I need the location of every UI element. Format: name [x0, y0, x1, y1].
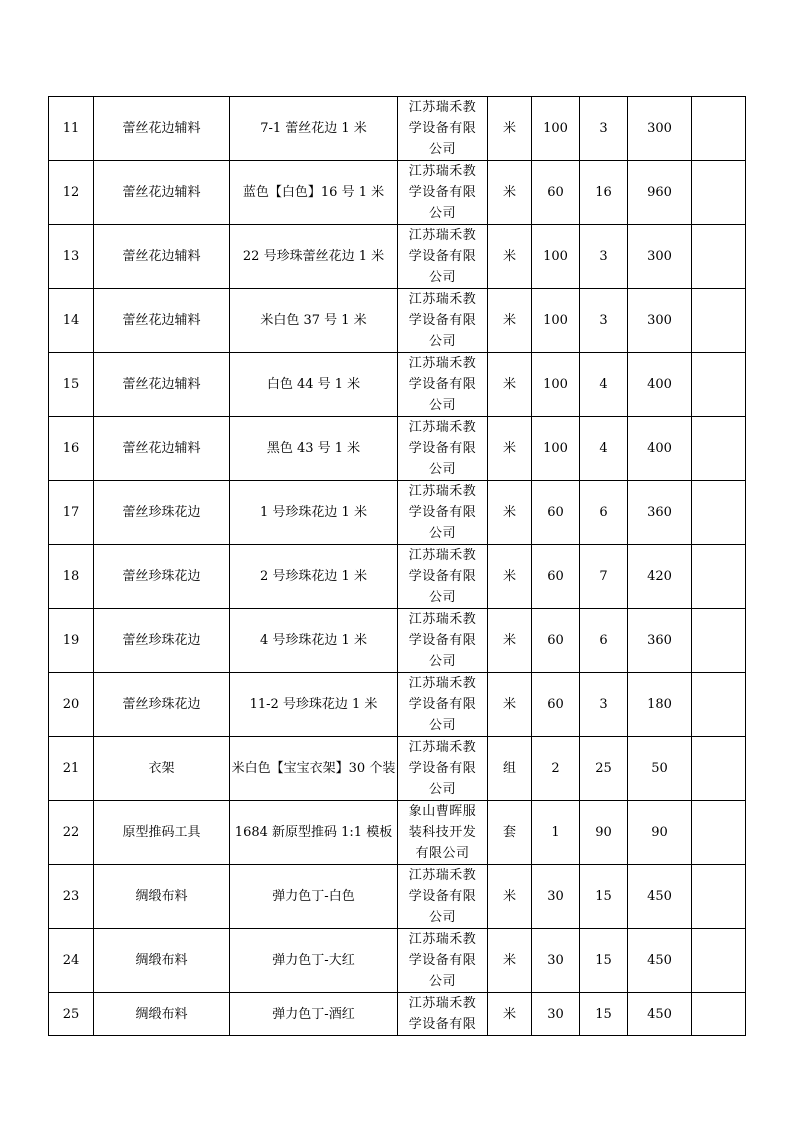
supplier-line: 公司 [428, 718, 456, 733]
supplier-line: 学设备有限 [408, 633, 477, 648]
cell-row-number: 19 [49, 609, 94, 673]
supplier-line: 学设备有限 [408, 761, 477, 776]
supplier-line: 象山曹晖服 [408, 804, 477, 819]
cell-item-name: 原型推码工具 [94, 801, 230, 865]
cell-specification: 弹力色丁-酒红 [230, 993, 398, 1036]
supplier-line: 公司 [428, 654, 456, 669]
supplier-line: 江苏瑞禾教 [408, 420, 477, 435]
cell-amount: 450 [628, 929, 692, 993]
cell-remark [692, 801, 746, 865]
cell-remark [692, 673, 746, 737]
cell-item-name: 蕾丝珍珠花边 [94, 673, 230, 737]
cell-item-name: 衣架 [94, 737, 230, 801]
supplier-line: 公司 [428, 142, 456, 157]
cell-row-number: 24 [49, 929, 94, 993]
cell-remark [692, 353, 746, 417]
table-row [49, 289, 746, 353]
supplier-line: 公司 [428, 334, 456, 349]
cell-amount: 300 [628, 289, 692, 353]
cell-unit-price: 30 [532, 929, 580, 993]
cell-row-number: 21 [49, 737, 94, 801]
cell-quantity: 15 [580, 929, 628, 993]
cell-quantity: 90 [580, 801, 628, 865]
cell-quantity: 3 [580, 673, 628, 737]
cell-item-name: 蕾丝花边辅料 [94, 225, 230, 289]
supplier-line: 江苏瑞禾教 [408, 292, 477, 307]
cell-supplier [398, 481, 488, 545]
cell-specification: 黑色 43 号 1 米 [230, 417, 398, 481]
cell-remark [692, 993, 746, 1036]
cell-supplier [398, 865, 488, 929]
cell-unit-price: 2 [532, 737, 580, 801]
cell-specification: 22 号珍珠蕾丝花边 1 米 [230, 225, 398, 289]
cell-unit: 套 [488, 801, 532, 865]
cell-item-name: 蕾丝花边辅料 [94, 161, 230, 225]
cell-unit: 米 [488, 673, 532, 737]
cell-specification: 米白色【宝宝衣架】30 个装 [230, 737, 398, 801]
table-row [49, 481, 746, 545]
table-row [49, 609, 746, 673]
supplier-line: 公司 [428, 974, 456, 989]
supplier-line: 公司 [428, 462, 456, 477]
cell-specification: 1 号珍珠花边 1 米 [230, 481, 398, 545]
table-row [49, 993, 746, 1036]
table-row [49, 161, 746, 225]
supplier-line: 有限公司 [415, 846, 470, 861]
cell-unit: 米 [488, 609, 532, 673]
table-row [49, 225, 746, 289]
supplier-line: 公司 [428, 782, 456, 797]
cell-unit-price: 30 [532, 993, 580, 1036]
supplier-line: 江苏瑞禾教 [408, 164, 477, 179]
cell-supplier [398, 801, 488, 865]
cell-unit-price: 60 [532, 481, 580, 545]
cell-supplier [398, 353, 488, 417]
table-row [49, 417, 746, 481]
cell-remark [692, 865, 746, 929]
cell-unit-price: 60 [532, 545, 580, 609]
cell-supplier [398, 737, 488, 801]
cell-unit: 米 [488, 865, 532, 929]
cell-remark [692, 289, 746, 353]
supplier-line: 公司 [428, 398, 456, 413]
cell-supplier [398, 929, 488, 993]
cell-item-name: 绸缎布料 [94, 865, 230, 929]
cell-unit-price: 100 [532, 353, 580, 417]
table-row [49, 545, 746, 609]
cell-amount: 400 [628, 417, 692, 481]
cell-supplier [398, 289, 488, 353]
cell-quantity: 6 [580, 481, 628, 545]
cell-item-name: 蕾丝花边辅料 [94, 289, 230, 353]
cell-quantity: 15 [580, 993, 628, 1036]
cell-unit-price: 30 [532, 865, 580, 929]
cell-row-number: 18 [49, 545, 94, 609]
cell-unit-price: 100 [532, 417, 580, 481]
cell-quantity: 7 [580, 545, 628, 609]
cell-amount: 360 [628, 609, 692, 673]
cell-unit-price: 100 [532, 97, 580, 161]
cell-amount: 450 [628, 865, 692, 929]
cell-remark [692, 161, 746, 225]
cell-row-number: 17 [49, 481, 94, 545]
cell-amount: 420 [628, 545, 692, 609]
cell-unit: 米 [488, 97, 532, 161]
supplier-line: 学设备有限 [408, 441, 477, 456]
supplier-line: 学设备有限 [408, 1017, 477, 1032]
cell-item-name: 蕾丝花边辅料 [94, 353, 230, 417]
cell-remark [692, 97, 746, 161]
cell-supplier [398, 225, 488, 289]
supplier-line: 江苏瑞禾教 [408, 548, 477, 563]
table-row [49, 353, 746, 417]
cell-row-number: 16 [49, 417, 94, 481]
cell-row-number: 25 [49, 993, 94, 1036]
supplier-line: 学设备有限 [408, 569, 477, 584]
cell-quantity: 25 [580, 737, 628, 801]
table-row [49, 673, 746, 737]
supplier-line: 江苏瑞禾教 [408, 612, 477, 627]
table-row [49, 737, 746, 801]
cell-item-name: 蕾丝珍珠花边 [94, 609, 230, 673]
cell-remark [692, 929, 746, 993]
cell-row-number: 22 [49, 801, 94, 865]
supplier-line: 江苏瑞禾教 [408, 868, 477, 883]
cell-item-name: 绸缎布料 [94, 929, 230, 993]
supplier-line: 学设备有限 [408, 505, 477, 520]
cell-remark [692, 481, 746, 545]
cell-unit: 米 [488, 161, 532, 225]
table-row [49, 801, 746, 865]
supplier-line: 江苏瑞禾教 [408, 996, 477, 1011]
cell-quantity: 3 [580, 225, 628, 289]
cell-specification: 弹力色丁-白色 [230, 865, 398, 929]
cell-unit: 组 [488, 737, 532, 801]
cell-unit-price: 60 [532, 609, 580, 673]
cell-amount: 90 [628, 801, 692, 865]
cell-amount: 360 [628, 481, 692, 545]
cell-supplier [398, 161, 488, 225]
cell-row-number: 13 [49, 225, 94, 289]
supplier-line: 江苏瑞禾教 [408, 100, 477, 115]
supplier-line: 江苏瑞禾教 [408, 484, 477, 499]
cell-remark [692, 737, 746, 801]
supplier-line: 学设备有限 [408, 121, 477, 136]
supplier-line: 学设备有限 [408, 697, 477, 712]
procurement-table [48, 96, 746, 1036]
cell-row-number: 15 [49, 353, 94, 417]
supplier-line: 公司 [428, 910, 456, 925]
supplier-line: 江苏瑞禾教 [408, 676, 477, 691]
cell-supplier [398, 417, 488, 481]
cell-item-name: 蕾丝花边辅料 [94, 97, 230, 161]
cell-specification: 白色 44 号 1 米 [230, 353, 398, 417]
cell-unit-price: 100 [532, 225, 580, 289]
cell-specification: 4 号珍珠花边 1 米 [230, 609, 398, 673]
cell-unit: 米 [488, 417, 532, 481]
cell-unit: 米 [488, 993, 532, 1036]
supplier-line: 公司 [428, 270, 456, 285]
cell-item-name: 蕾丝花边辅料 [94, 417, 230, 481]
cell-specification: 米白色 37 号 1 米 [230, 289, 398, 353]
cell-supplier [398, 993, 488, 1036]
cell-amount: 50 [628, 737, 692, 801]
cell-supplier [398, 97, 488, 161]
cell-remark [692, 225, 746, 289]
cell-amount: 450 [628, 993, 692, 1036]
cell-row-number: 14 [49, 289, 94, 353]
cell-unit-price: 1 [532, 801, 580, 865]
supplier-line: 公司 [428, 206, 456, 221]
cell-quantity: 15 [580, 865, 628, 929]
cell-supplier [398, 673, 488, 737]
table-body [49, 97, 746, 1036]
table-row [49, 929, 746, 993]
cell-unit: 米 [488, 225, 532, 289]
cell-quantity: 4 [580, 417, 628, 481]
cell-item-name: 蕾丝珍珠花边 [94, 545, 230, 609]
cell-amount: 180 [628, 673, 692, 737]
cell-unit: 米 [488, 289, 532, 353]
cell-specification: 1684 新原型推码 1:1 模板 [230, 801, 398, 865]
cell-row-number: 20 [49, 673, 94, 737]
supplier-line: 学设备有限 [408, 377, 477, 392]
supplier-line: 江苏瑞禾教 [408, 228, 477, 243]
cell-supplier [398, 609, 488, 673]
cell-specification: 弹力色丁-大红 [230, 929, 398, 993]
cell-unit-price: 60 [532, 161, 580, 225]
supplier-line: 江苏瑞禾教 [408, 356, 477, 371]
cell-amount: 300 [628, 97, 692, 161]
cell-unit: 米 [488, 353, 532, 417]
cell-row-number: 11 [49, 97, 94, 161]
supplier-line: 学设备有限 [408, 953, 477, 968]
cell-item-name: 蕾丝珍珠花边 [94, 481, 230, 545]
supplier-line: 学设备有限 [408, 185, 477, 200]
cell-remark [692, 417, 746, 481]
cell-row-number: 23 [49, 865, 94, 929]
supplier-line: 学设备有限 [408, 249, 477, 264]
cell-unit: 米 [488, 481, 532, 545]
supplier-line: 公司 [428, 526, 456, 541]
supplier-line: 江苏瑞禾教 [408, 740, 477, 755]
cell-supplier [398, 545, 488, 609]
cell-quantity: 6 [580, 609, 628, 673]
supplier-line: 公司 [428, 590, 456, 605]
cell-amount: 300 [628, 225, 692, 289]
cell-specification: 7-1 蕾丝花边 1 米 [230, 97, 398, 161]
cell-item-name: 绸缎布料 [94, 993, 230, 1036]
cell-specification: 蓝色【白色】16 号 1 米 [230, 161, 398, 225]
cell-amount: 960 [628, 161, 692, 225]
cell-unit: 米 [488, 545, 532, 609]
cell-row-number: 12 [49, 161, 94, 225]
supplier-line: 江苏瑞禾教 [408, 932, 477, 947]
supplier-line: 装科技开发 [408, 825, 477, 840]
cell-unit-price: 100 [532, 289, 580, 353]
table-row [49, 865, 746, 929]
cell-unit: 米 [488, 929, 532, 993]
cell-quantity: 3 [580, 97, 628, 161]
supplier-line: 学设备有限 [408, 313, 477, 328]
table-row [49, 97, 746, 161]
cell-quantity: 16 [580, 161, 628, 225]
supplier-line: 学设备有限 [408, 889, 477, 904]
cell-amount: 400 [628, 353, 692, 417]
cell-quantity: 3 [580, 289, 628, 353]
cell-specification: 2 号珍珠花边 1 米 [230, 545, 398, 609]
cell-remark [692, 545, 746, 609]
cell-quantity: 4 [580, 353, 628, 417]
cell-specification: 11-2 号珍珠花边 1 米 [230, 673, 398, 737]
cell-remark [692, 609, 746, 673]
cell-unit-price: 60 [532, 673, 580, 737]
